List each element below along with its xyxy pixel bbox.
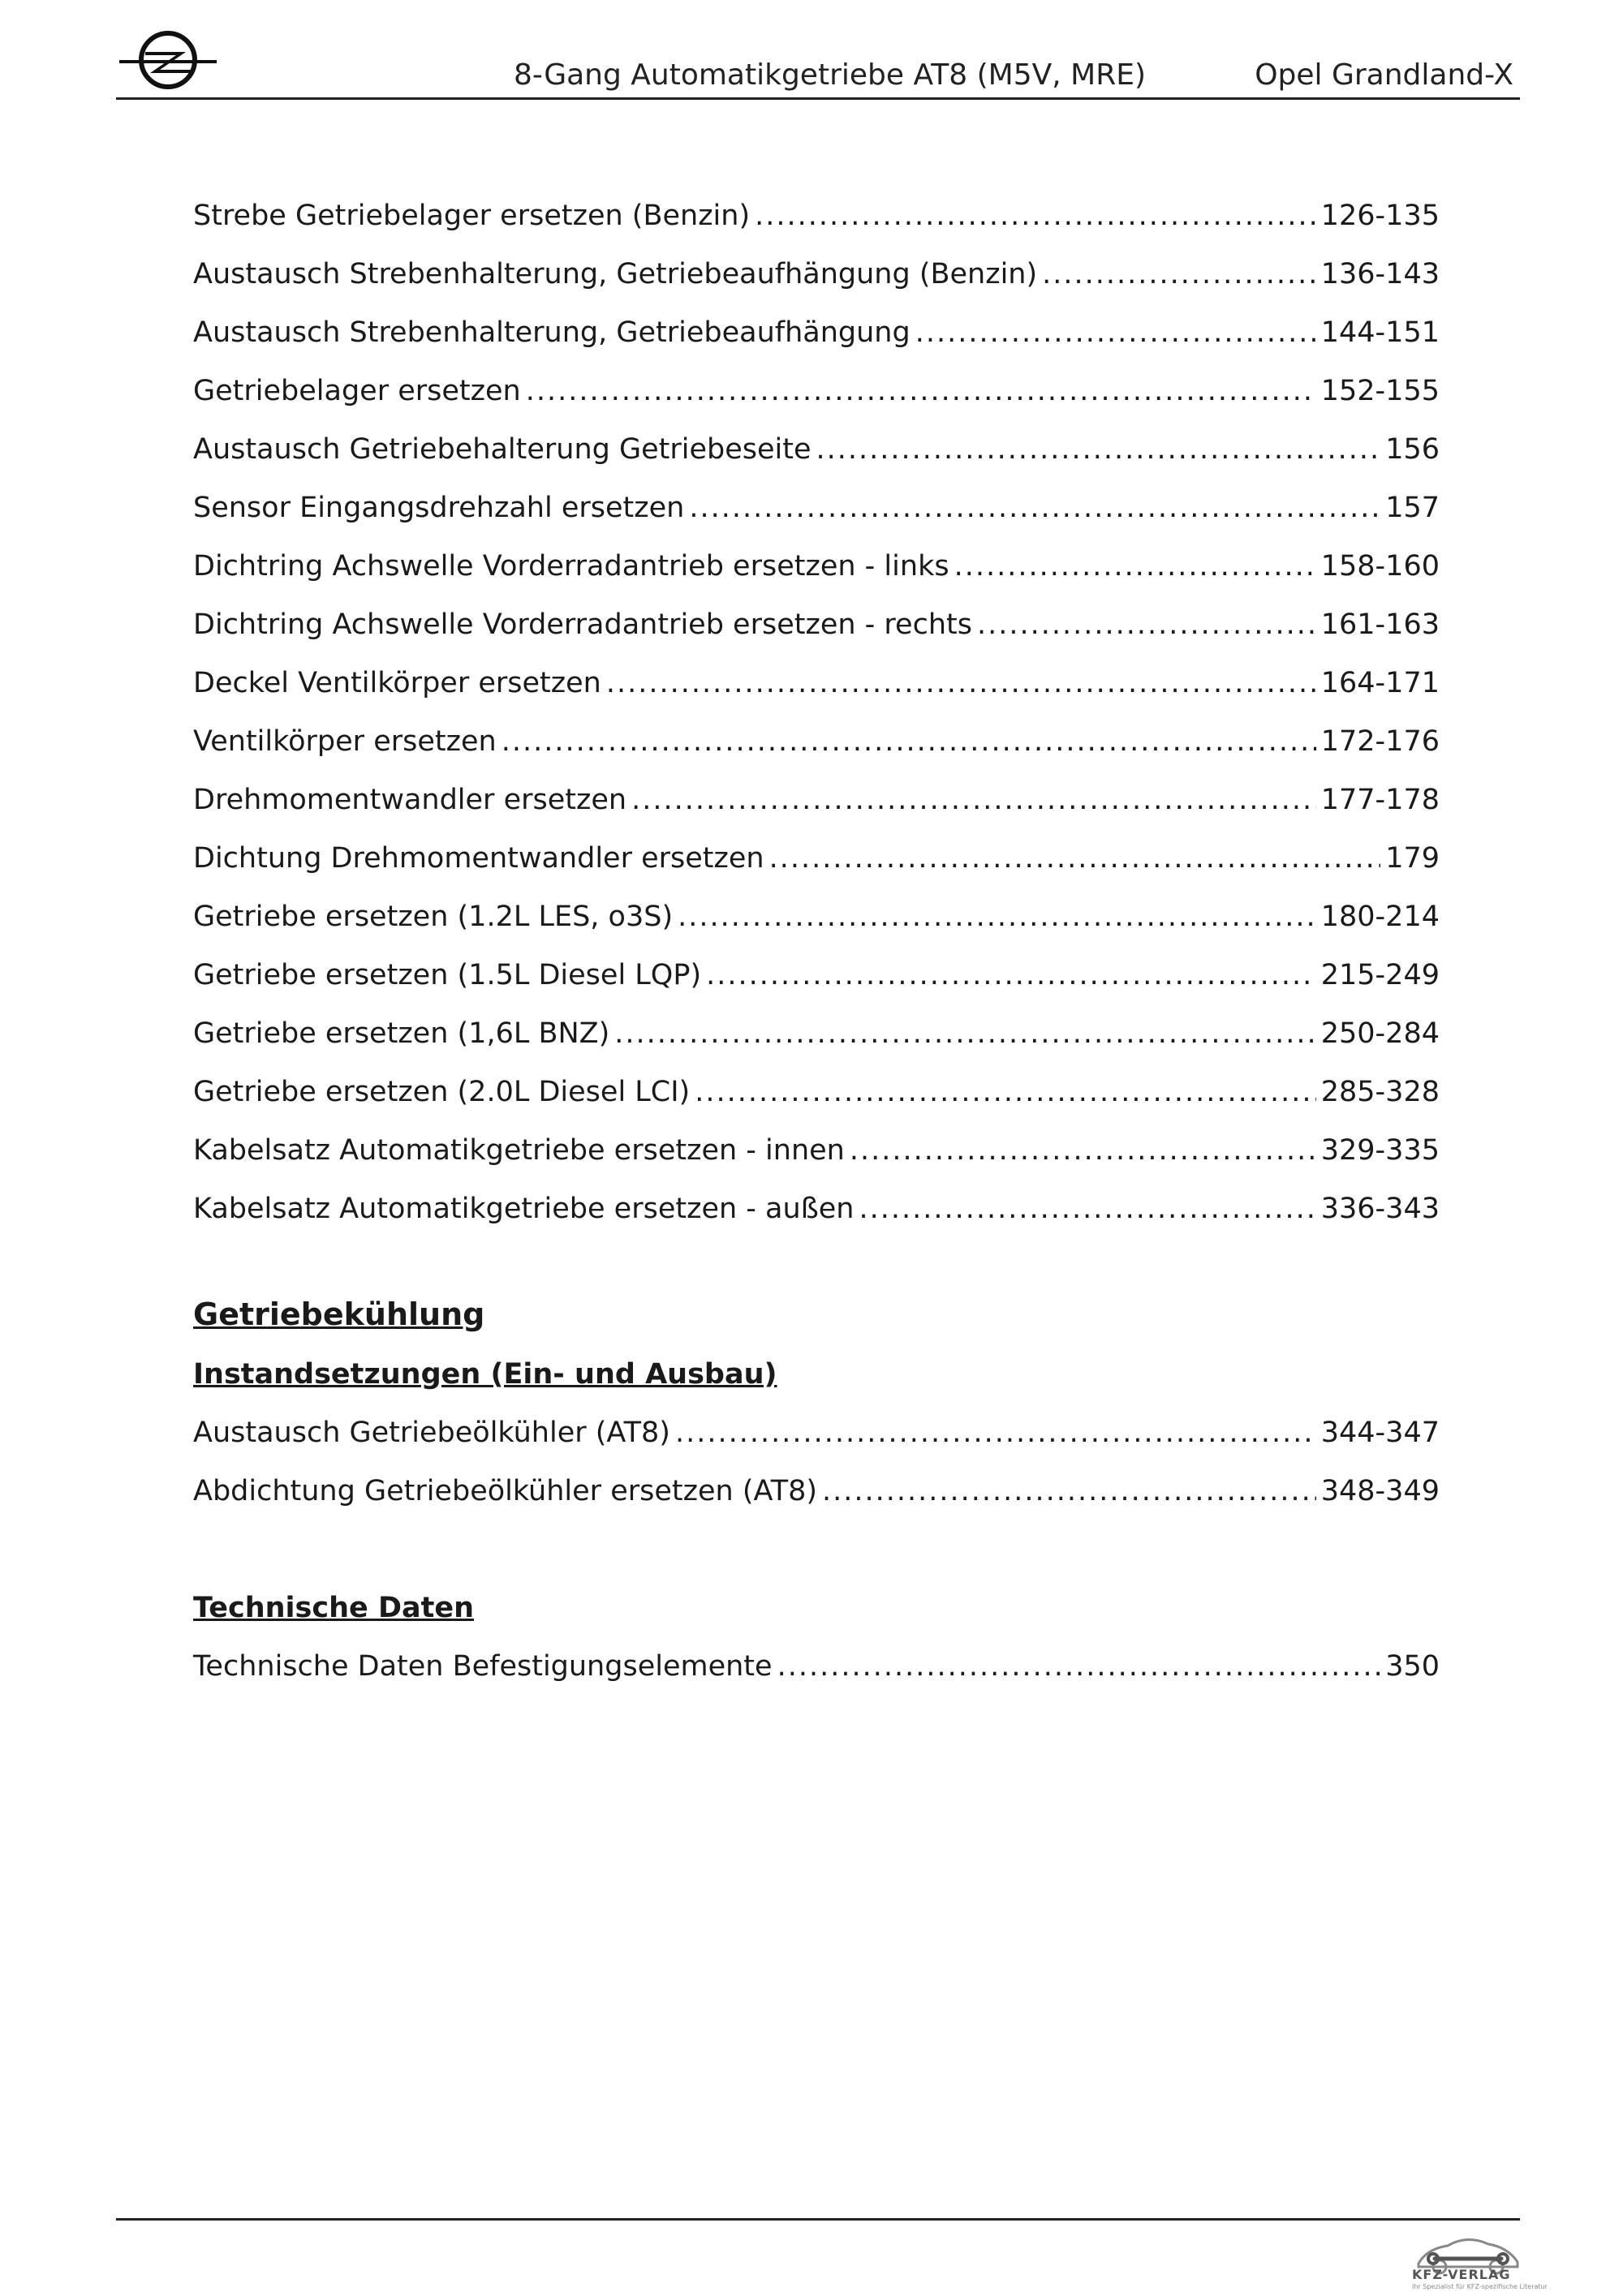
section-heading: Technische Daten	[193, 1592, 475, 1624]
publisher-name: KFZ-VERLAG	[1412, 2267, 1511, 2282]
toc-entry[interactable]	[193, 362, 1440, 420]
toc-entry[interactable]	[193, 654, 1440, 712]
toc-entry[interactable]	[193, 187, 1440, 245]
toc-entry-title: Technische Daten Befestigungselemente	[193, 1650, 773, 1683]
toc-entry-pages: 329-335	[1320, 1134, 1440, 1167]
toc-entry-pages: 136-143	[1320, 258, 1440, 290]
toc-entry-title: Getriebe ersetzen (1,6L BNZ)	[193, 1017, 610, 1050]
toc-entry-title: Austausch Strebenhalterung, Getriebeaufhängung (Benzin)	[193, 258, 1038, 290]
dot-leader	[614, 1004, 1315, 1063]
toc-entry[interactable]	[193, 1121, 1440, 1180]
technical-data-section	[193, 1579, 1440, 1696]
toc-entry[interactable]	[193, 245, 1440, 303]
toc-entry-pages: 158-160	[1320, 550, 1440, 583]
toc-entry-title: Dichtung Drehmomentwandler ersetzen	[193, 842, 764, 875]
toc-entry-title: Austausch Getriebeölkühler (AT8)	[193, 1417, 670, 1449]
toc-entry-title: Kabelsatz Automatikgetriebe ersetzen - außen	[193, 1193, 855, 1225]
footer-divider	[116, 2218, 1520, 2221]
toc-main-list	[193, 187, 1440, 1238]
section-heading: Getriebekühlung	[193, 1296, 485, 1332]
cooling-section	[193, 1283, 1440, 1520]
toc-entry-pages: 152-155	[1320, 375, 1440, 407]
opel-blitz-logo-icon	[118, 28, 218, 92]
vehicle-model: Opel Grandland-X	[1255, 58, 1513, 92]
toc-entry-title: Getriebe ersetzen (2.0L Diesel LCI)	[193, 1076, 691, 1108]
dot-leader	[977, 595, 1316, 654]
toc-entry[interactable]	[193, 1063, 1440, 1121]
toc-entry-pages: 164-171	[1320, 667, 1440, 699]
dot-leader	[502, 712, 1316, 771]
toc-entry-title: Drehmomentwandler ersetzen	[193, 784, 627, 816]
toc-entry-pages: 180-214	[1320, 901, 1440, 933]
toc-entry-title: Dichtring Achswelle Vorderradantrieb ersetzen - links	[193, 550, 949, 583]
toc-entry[interactable]	[193, 595, 1440, 654]
toc-entry-pages: 336-343	[1320, 1193, 1440, 1225]
toc-entry[interactable]	[193, 420, 1440, 479]
toc-entry-pages: 285-328	[1320, 1076, 1440, 1108]
toc-entry[interactable]	[193, 537, 1440, 595]
dot-leader	[769, 829, 1381, 888]
dot-leader	[816, 420, 1381, 479]
toc-entry[interactable]	[193, 1462, 1440, 1520]
document-title: 8-Gang Automatikgetriebe AT8 (M5V, MRE)	[514, 58, 1147, 92]
toc-entry-title: Getriebe ersetzen (1.2L LES, o3S)	[193, 901, 674, 933]
toc-entry[interactable]	[193, 1637, 1440, 1696]
toc-entry[interactable]	[193, 303, 1440, 362]
dot-leader	[695, 1063, 1316, 1121]
toc-entry-title: Austausch Strebenhalterung, Getriebeaufhängung	[193, 316, 911, 349]
toc-entry-title: Ventilkörper ersetzen	[193, 725, 497, 758]
toc-entry-pages: 350	[1385, 1650, 1440, 1683]
toc-entry[interactable]	[193, 888, 1440, 946]
page-header	[116, 24, 1520, 100]
toc-entry-title: Kabelsatz Automatikgetriebe ersetzen - innen	[193, 1134, 845, 1167]
toc-entry-pages: 344-347	[1320, 1417, 1440, 1449]
dot-leader	[706, 946, 1316, 1004]
dot-leader	[859, 1180, 1315, 1238]
toc-entry[interactable]	[193, 829, 1440, 888]
toc-entry-title: Getriebe ersetzen (1.5L Diesel LQP)	[193, 959, 702, 991]
toc-entry[interactable]	[193, 946, 1440, 1004]
dot-leader	[1042, 245, 1316, 303]
publisher-tagline: Ihr Spezialist für KFZ-spezifische Literatur	[1412, 2283, 1548, 2290]
toc-entry-pages: 250-284	[1320, 1017, 1440, 1050]
dot-leader	[526, 362, 1316, 420]
toc-entry-title: Strebe Getriebelager ersetzen (Benzin)	[193, 200, 751, 232]
toc-entry-pages: 215-249	[1320, 959, 1440, 991]
dot-leader	[678, 888, 1316, 946]
toc-entry-pages: 179	[1385, 842, 1440, 875]
toc-entry-pages: 161-163	[1320, 608, 1440, 641]
toc-entry-pages: 156	[1385, 433, 1440, 466]
toc-entry-pages: 172-176	[1320, 725, 1440, 758]
dot-leader	[777, 1637, 1381, 1696]
toc-entry[interactable]	[193, 712, 1440, 771]
toc-entry[interactable]	[193, 1004, 1440, 1063]
toc-entry-title: Dichtring Achswelle Vorderradantrieb ersetzen - rechts	[193, 608, 972, 641]
toc-entry[interactable]	[193, 479, 1440, 537]
toc-entry-title: Deckel Ventilkörper ersetzen	[193, 667, 601, 699]
toc-entry-pages: 157	[1385, 492, 1440, 524]
toc-entry-pages: 126-135	[1320, 200, 1440, 232]
toc-entry[interactable]	[193, 1180, 1440, 1238]
dot-leader	[850, 1121, 1316, 1180]
dot-leader	[954, 537, 1316, 595]
toc-entry-title: Sensor Eingangsdrehzahl ersetzen	[193, 492, 685, 524]
dot-leader	[631, 771, 1316, 829]
toc-entry-pages: 177-178	[1320, 784, 1440, 816]
toc-entry[interactable]	[193, 1404, 1440, 1462]
section-subheading: Instandsetzungen (Ein- und Ausbau)	[193, 1358, 777, 1391]
toc-entry-title: Austausch Getriebehalterung Getriebeseite	[193, 433, 812, 466]
toc-entry-title: Abdichtung Getriebeölkühler ersetzen (AT8)	[193, 1475, 818, 1507]
toc-entry-title: Getriebelager ersetzen	[193, 375, 521, 407]
toc-entry-pages: 144-151	[1320, 316, 1440, 349]
dot-leader	[606, 654, 1316, 712]
toc-entry-pages: 348-349	[1320, 1475, 1440, 1507]
dot-leader	[675, 1404, 1316, 1462]
dot-leader	[755, 187, 1316, 245]
toc-entry[interactable]	[193, 771, 1440, 829]
dot-leader	[689, 479, 1380, 537]
dot-leader	[822, 1462, 1316, 1520]
dot-leader	[915, 303, 1316, 362]
